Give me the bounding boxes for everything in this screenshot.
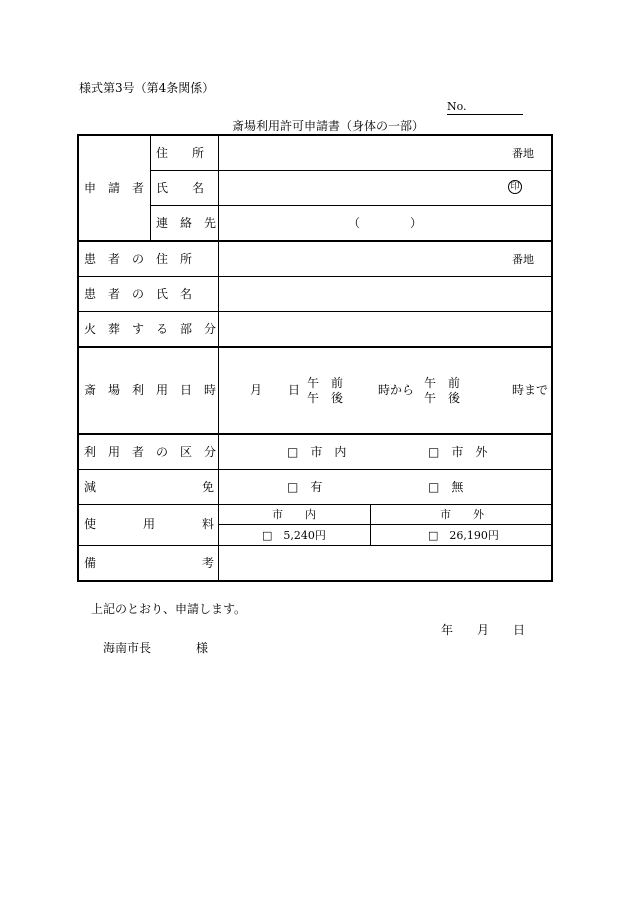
row-line [78,311,552,312]
fee-city-in-value[interactable]: □ 5,240円 [262,529,326,542]
phone-open: （ [348,216,361,230]
fee-col-city-in-head: 市 内 [272,508,316,521]
date-line: 年 月 日 [441,623,526,637]
user-category-label: 利 用 者 の 区 分 [84,445,217,459]
month-label: 月 [250,383,263,397]
row-line [150,205,552,206]
exemption-label-right: 免 [202,480,215,494]
patient-address-label: 患 者 の 住 所 [84,252,193,266]
row-line [78,469,552,470]
applicant-contact-label: 連 絡 先 [156,216,217,230]
to-label: 時まで [512,383,549,397]
closing-statement: 上記のとおり、申請します。 [91,602,247,616]
row-line [78,504,552,505]
addressee-suffix: 様 [196,641,209,655]
row-line [78,276,552,277]
applicant-label: 申 請 者 [84,181,145,195]
applicant-address-suffix: 番地 [512,147,534,160]
no-underline [447,114,523,115]
fee-city-out-value[interactable]: □ 26,190円 [428,529,499,542]
user-category-option-city-out[interactable]: □ 市 外 [428,445,488,459]
row-line [78,545,552,546]
form-number: 様式第3号（第4条関係） [79,81,215,95]
patient-address-suffix: 番地 [512,253,534,266]
section-line [78,240,552,242]
exemption-option-yes[interactable]: □ 有 [287,480,323,494]
pm-label-2: 午 後 [424,391,461,405]
form-title: 斎場利用許可申請書（身体の一部） [232,119,425,133]
phone-close: ） [410,216,423,230]
applicant-name-label: 氏 名 [156,181,205,195]
usage-datetime-label: 斎 場 利 用 日 時 [84,383,217,397]
fee-inner-line [218,524,552,525]
remarks-label-left: 備 [84,556,97,570]
fee-label-left: 使 [84,517,97,531]
seal-mark: 印 [508,180,522,194]
section-line [78,433,552,435]
addressee: 海南市長 [103,641,152,655]
applicant-divider [150,135,151,241]
pm-label-1: 午 後 [307,391,344,405]
section-line [78,346,552,348]
row-line [150,170,552,171]
exemption-label-left: 減 [84,480,97,494]
patient-name-label: 患 者 の 氏 名 [84,287,193,301]
fee-label-mid: 用 [143,517,156,531]
exemption-option-no[interactable]: □ 無 [428,480,464,494]
no-label: No. [447,100,467,113]
day-label: 日 [288,383,301,397]
am-label-1: 午 前 [307,376,344,390]
from-label: 時から [378,383,415,397]
user-category-option-city-in[interactable]: □ 市 内 [287,445,347,459]
fee-label-right: 料 [202,517,215,531]
am-label-2: 午 前 [424,376,461,390]
remarks-label-right: 考 [202,556,215,570]
fee-col-divider [370,504,371,545]
label-column-divider [218,135,219,581]
cremation-part-label: 火 葬 す る 部 分 [84,322,217,336]
applicant-address-label: 住 所 [156,146,205,160]
fee-col-city-out-head: 市 外 [440,508,484,521]
